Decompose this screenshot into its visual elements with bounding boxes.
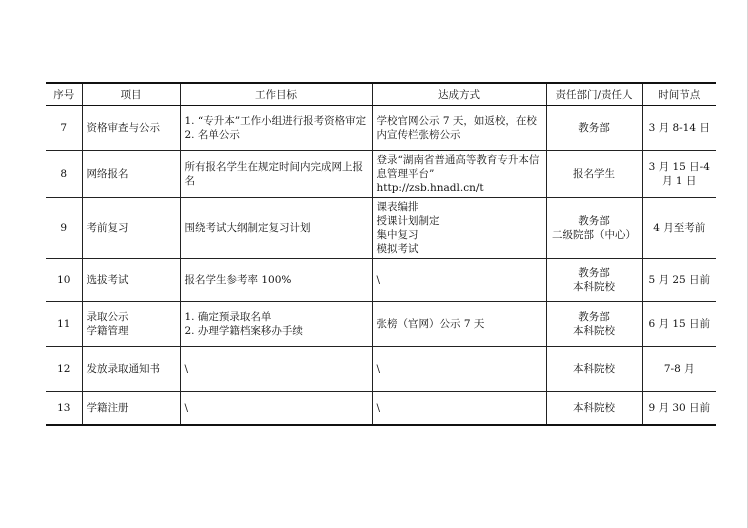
cell-goal-line: 报名学生参考率 100% [184, 274, 292, 286]
cell-seq: 10 [46, 259, 82, 302]
cell-method-line: 课表编排 [376, 201, 419, 213]
header-goal: 工作目标 [180, 83, 372, 106]
cell-goal [180, 392, 372, 426]
header-seq: 序号 [46, 83, 82, 106]
cell-item-line: 发放录取通知书 [86, 363, 160, 375]
cell-seq: 9 [46, 198, 82, 259]
cell-item-line: 学籍注册 [86, 402, 129, 414]
cell-goal-line: \ [184, 363, 189, 375]
cell-dept [546, 106, 642, 151]
cell-dept-line: 本科院校 [573, 281, 615, 293]
cell-method-line: \ [376, 402, 381, 414]
cell-dept-line: 教务部 [578, 267, 610, 279]
cell-goal [180, 347, 372, 392]
cell-item [82, 347, 180, 392]
cell-seq: 7 [46, 106, 82, 151]
cell-seq: 8 [46, 151, 82, 198]
cell-time [642, 106, 716, 151]
cell-time [642, 198, 716, 259]
header-time: 时间节点 [642, 83, 716, 106]
cell-item-line: 选拔考试 [86, 274, 129, 286]
cell-time-line: 5 月 25 日前 [648, 274, 711, 286]
cell-dept-line: 教务部 [578, 311, 610, 323]
cell-item [82, 302, 180, 347]
cell-goal [180, 198, 372, 259]
cell-item [82, 392, 180, 426]
cell-seq: 13 [46, 392, 82, 426]
table-row [46, 106, 716, 151]
cell-time-line: 7-8 月 [663, 363, 695, 375]
cell-time-line: 月 1 日 [662, 175, 697, 187]
cell-time [642, 151, 716, 198]
header-dept: 责任部门/责任人 [546, 83, 642, 106]
cell-item [82, 198, 180, 259]
cell-goal [180, 106, 372, 151]
cell-time-line: 3 月 8-14 日 [648, 122, 710, 134]
cell-method [372, 106, 546, 151]
cell-goal-line: 围绕考试大纲制定复习计划 [184, 222, 311, 234]
cell-goal-line: 1. 确定预录取名单 [184, 311, 272, 323]
cell-item [82, 151, 180, 198]
cell-goal-line: 2. 办理学籍档案移办手续 [184, 325, 303, 337]
cell-method-line: 登录“湖南省普通高等教育专升本信息管理平台” http://zsb.hnadl.cn/t [376, 154, 540, 194]
cell-dept-line: 教务部 [578, 215, 610, 227]
schedule-table [46, 82, 716, 426]
table-row [46, 302, 716, 347]
cell-dept [546, 347, 642, 392]
table-row [46, 392, 716, 426]
cell-dept-line: 本科院校 [573, 402, 615, 414]
cell-goal-line: \ [184, 402, 189, 414]
cell-seq: 11 [46, 302, 82, 347]
cell-time [642, 259, 716, 302]
table-row [46, 151, 716, 198]
cell-time [642, 302, 716, 347]
cell-dept-line: 本科院校 [573, 363, 615, 375]
cell-time [642, 392, 716, 426]
table-header-row [46, 83, 716, 106]
cell-item-line: 学籍管理 [86, 325, 129, 337]
cell-dept [546, 151, 642, 198]
cell-dept [546, 259, 642, 302]
table-row [46, 259, 716, 302]
table-row [46, 347, 716, 392]
cell-time-line: 3 月 15 日-4 [648, 161, 710, 173]
cell-dept [546, 302, 642, 347]
cell-method [372, 259, 546, 302]
cell-dept [546, 392, 642, 426]
cell-goal [180, 302, 372, 347]
cell-goal-line: 所有报名学生在规定时间内完成网上报名 [184, 161, 363, 187]
cell-method-line: 模拟考试 [376, 243, 419, 255]
header-item: 项目 [82, 83, 180, 106]
cell-time-line: 6 月 15 日前 [648, 318, 711, 330]
cell-dept-line: 本科院校 [573, 325, 615, 337]
header-method: 达成方式 [372, 83, 546, 106]
cell-method [372, 392, 546, 426]
cell-dept-line: 教务部 [578, 122, 610, 134]
table-body [46, 106, 716, 426]
cell-method-line: 学校官网公示 7 天，如返校，在校内宣传栏张榜公示 [376, 115, 537, 141]
cell-method [372, 198, 546, 259]
cell-item-line: 网络报名 [86, 168, 129, 180]
cell-time-line: 9 月 30 日前 [648, 402, 711, 414]
cell-method-line: 张榜（官网）公示 7 天 [376, 318, 485, 330]
cell-method [372, 151, 546, 198]
cell-goal-line: 1. “专升本”工作小组进行报考资格审定 [184, 115, 367, 127]
cell-method-line: 授课计划制定 [376, 215, 440, 227]
cell-dept-line: 报名学生 [573, 168, 615, 180]
table-row [46, 198, 716, 259]
cell-item [82, 259, 180, 302]
cell-method [372, 302, 546, 347]
cell-goal [180, 151, 372, 198]
cell-item-line: 录取公示 [86, 311, 129, 323]
cell-time [642, 347, 716, 392]
cell-seq: 12 [46, 347, 82, 392]
cell-goal [180, 259, 372, 302]
cell-method [372, 347, 546, 392]
cell-method-line: \ [376, 274, 381, 286]
cell-item-line: 考前复习 [86, 222, 129, 234]
cell-goal-line: 2. 名单公示 [184, 129, 240, 141]
cell-dept [546, 198, 642, 259]
cell-method-line: 集中复习 [376, 229, 419, 241]
cell-method-line: \ [376, 363, 381, 375]
cell-item-line: 资格审查与公示 [86, 122, 160, 134]
cell-time-line: 4 月至考前 [653, 222, 706, 234]
cell-item [82, 106, 180, 151]
cell-dept-line: 二级院部（中心） [552, 229, 636, 241]
